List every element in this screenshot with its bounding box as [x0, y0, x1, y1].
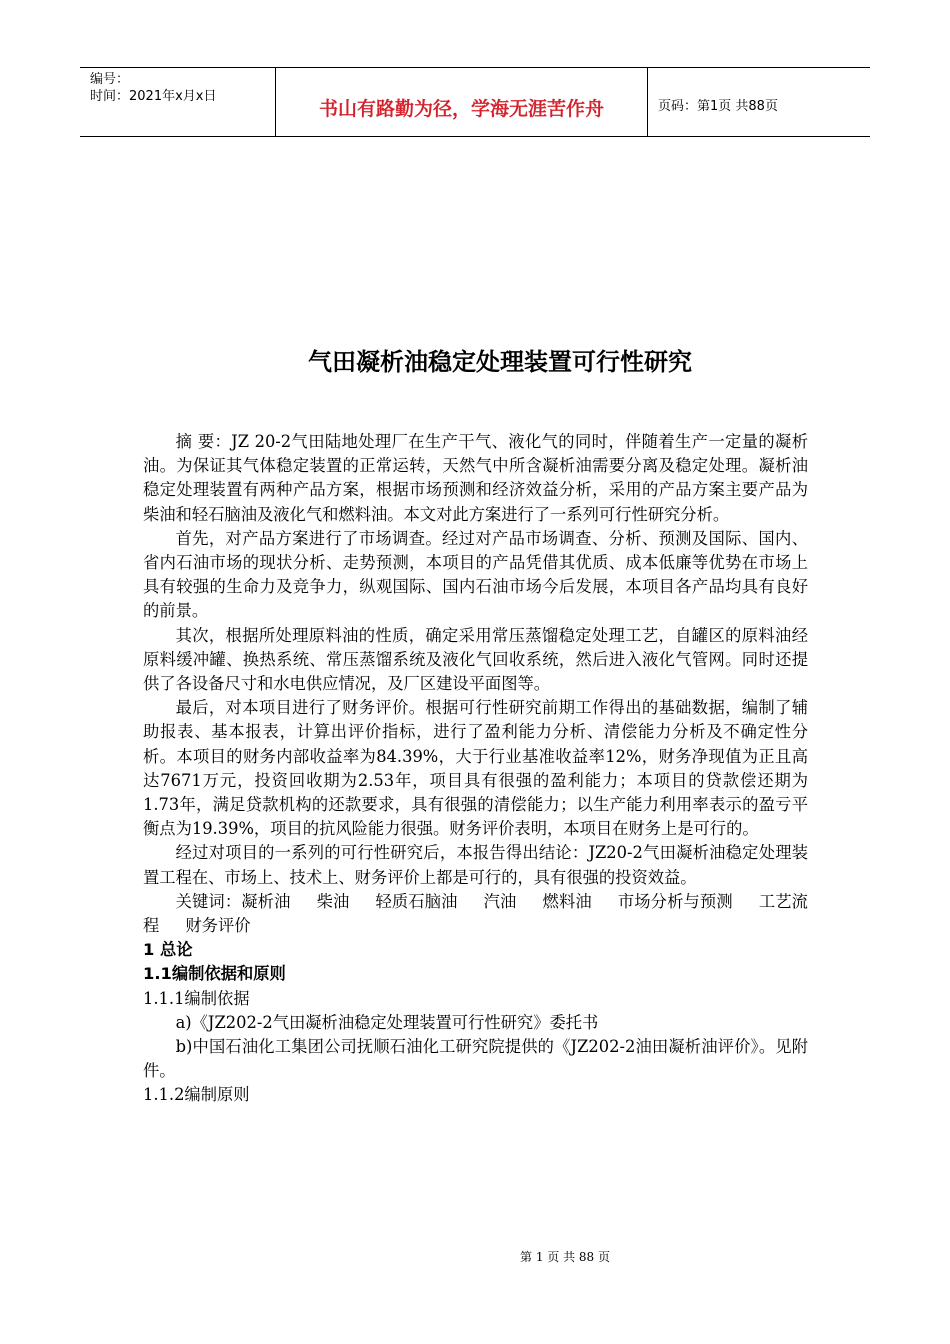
subsection-heading: 1.1编制依据和原则: [143, 964, 286, 984]
header-left-cell: [80, 68, 276, 136]
keyword: 柴油: [316, 891, 350, 911]
abstract-paragraph: 摘 要：JZ 20-2气田陆地处理厂在生产干气、液化气的同时，伴随着生产一定量的凝析油。为保证其气体稳定装置的正常运转，天然气中所含凝析油需要分离及稳定处理。凝析油稳定处理装置有两种产品方案，根据市场预测和经济效益分析，采用的产品方案主要产品为柴油和轻石脑油及液化气和燃料油。本文对此方案进行了一系列可行性研究分析。: [143, 432, 808, 524]
page-header: [80, 67, 870, 137]
header-motto: 书山有路勤为径，学海无涯苦作舟: [276, 68, 648, 136]
abstract-paragraph: 最后，对本项目进行了财务评价。根据可行性研究前期工作得出的基础数据，编制了辅助报表、基本报表，计算出评价指标，进行了盈利能力分析、清偿能力分析及不确定性分析。本项目的财务内部收益率为84.39%，大于行业基准收益率12%，财务净现值为正且高达7671万元，投资回收期为2.53年，项目具有很强的盈利能力；本项目的贷款偿还期为1.73年，满足贷款机构的还款要求，具有很强的清偿能力；以生产能力利用率表示的盈亏平衡点为19.39%，项目的抗风险能力很强。财务评价表明，本项目在财务上是可行的。: [143, 698, 808, 839]
document-title: 气田凝析油稳定处理装置可行性研究: [308, 348, 692, 376]
subsubsection-heading: 1.1.1编制依据: [143, 988, 250, 1008]
document-body: [143, 430, 808, 1108]
keyword: 市场分析与预测: [617, 891, 733, 911]
subsubsection-heading: 1.1.2编制原则: [143, 1085, 250, 1105]
number-label: 编号：: [90, 72, 130, 87]
keyword: 财务评价: [185, 916, 251, 936]
header-page-info: 页码：第1页 共88页: [658, 98, 778, 114]
section-heading: 1 总论: [143, 940, 193, 960]
keyword: 轻质石脑油: [375, 891, 458, 911]
abstract-paragraph: 首先，对产品方案进行了市场调查。经过对产品市场调查、分析、预测及国际、国内、省内石油市场的现状分析、走势预测，本项目的产品凭借其优质、成本低廉等优势在市场上具有较强的生命力及竞争力，纵观国际、国内石油市场今后发展，本项目各产品均具有良好的前景。: [143, 528, 808, 621]
list-item: a)《JZ202-2气田凝析油稳定处理装置可行性研究》委托书: [175, 1012, 599, 1032]
keywords-label: 关键词：: [175, 891, 242, 911]
keyword: 工艺流程: [143, 891, 808, 936]
keyword: 凝析油: [241, 891, 291, 911]
keywords-line: [143, 890, 808, 938]
list-item: b)中国石油化工集团公司抚顺石油化工研究院提供的《JZ202-2油田凝析油评价》。见附件。: [143, 1037, 808, 1081]
time-label: 时间：2021年x月x日: [90, 89, 217, 104]
abstract-paragraph: 经过对项目的一系列的可行性研究后，本报告得出结论：JZ20-2气田凝析油稳定处理装置工程在、市场上、技术上、财务评价上都是可行的，具有很强的投资效益。: [143, 843, 808, 887]
page-footer: 第 1 页 共 88 页: [520, 1250, 610, 1264]
abstract-paragraph: 其次，根据所处理原料油的性质，确定采用常压蒸馏稳定处理工艺，自罐区的原料油经原料缓冲罐、换热系统、常压蒸馏系统及液化气回收系统，然后进入液化气管网。同时还提供了各设备尺寸和水电供应情况，及厂区建设平面图等。: [143, 625, 808, 694]
keyword: 汽油: [483, 891, 517, 911]
keyword: 燃料油: [542, 891, 592, 911]
